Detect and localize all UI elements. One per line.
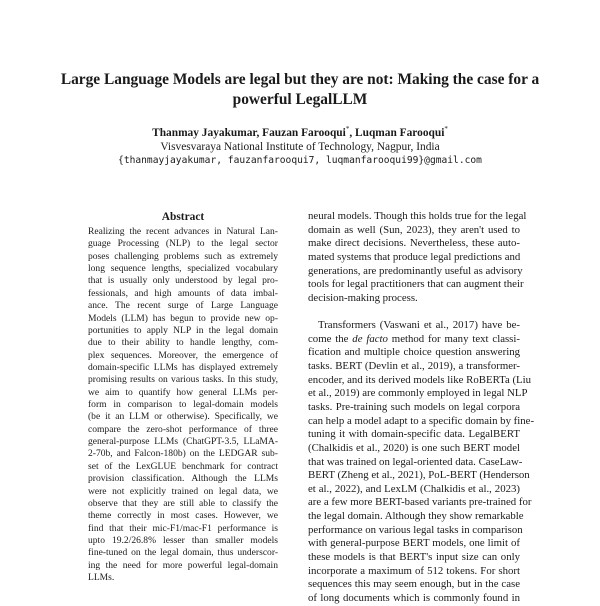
- text-line: BERT (Zheng et al., 2021), PoL-BERT (Henderson: [308, 469, 530, 482]
- text-line: ing the need for more powerful legal-domain: [88, 559, 278, 571]
- text-line: upto 19.2/26.8% lesser than smaller models: [88, 534, 278, 546]
- text-line: we aim to quantify how general LLMs per-: [88, 386, 278, 398]
- text-line: portunities to apply NLP in the legal domain: [88, 324, 278, 336]
- author-mark: *: [444, 125, 448, 134]
- text-line: fine-tuned on the legal domain, thus underscor-: [88, 547, 278, 559]
- text-line: can help a model adapt to a specific domain by fine-: [308, 414, 535, 427]
- title-line-1: Large Language Models are legal but they are not: Making the case for a: [60, 71, 540, 88]
- text-line: long sequence lengths, specialized vocabulary: [88, 263, 278, 275]
- text-line: mated systems that produce legal predictions and: [308, 250, 521, 263]
- email-addresses: {thanmayjayakumar, fauzanfarooqui7, luqmanfarooqui99}@gmail.com: [118, 155, 482, 166]
- text-line: neural models. Though this holds true for the legal: [308, 210, 527, 222]
- text-line: sequences this may seem enough, but in the case: [308, 578, 520, 591]
- text-line: tools for legal practitioners that can augment their: [308, 278, 524, 291]
- abstract-heading: Abstract: [161, 211, 205, 223]
- text-line: set of the LexGLUE benchmark for contract: [88, 460, 278, 472]
- text-line: performance on various legal tasks in comparison: [308, 523, 523, 536]
- text-line: that is usually only understood by legal pro-: [88, 275, 278, 287]
- author-list: Thanmay Jayakumar, Fauzan Farooqui*, Luqman Farooqui*: [152, 125, 448, 139]
- text-line: encoder, and its derived models like RoBERTa (Liu: [308, 373, 532, 386]
- text-line: Realizing the recent advances in Natural Lan-: [88, 226, 278, 237]
- text-line: incorporate a maximum of 512 tokens. For short: [308, 564, 520, 577]
- text-line: that was trained on legal-oriented data. CaseLaw-: [308, 455, 523, 468]
- text-line: Models (LLM) has begun to provide new op-: [88, 312, 278, 324]
- text-line: promising results on various tasks. In this study,: [88, 374, 278, 386]
- text-line: plex sequences. Moreover, the emergence of: [88, 349, 278, 361]
- text-line: ance. The recent surge of Large Language: [88, 300, 278, 312]
- title-line-2: powerful LegalLLM: [232, 91, 368, 108]
- text-line: with general-purpose BERT models, one limit of: [308, 537, 520, 550]
- text-line: tasks. BERT (Devlin et al., 2019), a transformer-: [308, 360, 520, 373]
- text-line: (Chalkidis et al., 2020) is one such BERT model: [308, 441, 520, 454]
- text-line: et al., 2019) are commonly employed in legal NLP: [308, 387, 528, 400]
- text-line: general-purpose LLMs (ChatGPT-3.5, LLaMA-: [88, 436, 278, 448]
- text-line: find that their mic-F1/mac-F1 performance is: [88, 522, 278, 534]
- text-line: domain as well (Sun, 2023), they aren't used to: [308, 223, 520, 236]
- text-line: guage Processing (NLP) to the legal sector: [88, 238, 278, 250]
- text-line: LLMs.: [88, 572, 115, 584]
- text-line: compare the zero-shot performance of three: [88, 423, 278, 435]
- text-line: et al., 2022), and LexLM (Chalkidis et al., 2023): [308, 482, 520, 495]
- abstract-body: [88, 226, 278, 584]
- paper-title: [60, 70, 540, 110]
- text-line: form in comparison to legal-domain models: [88, 399, 278, 411]
- text-line: tuning it with domain-specific data. LegalBERT: [308, 428, 520, 441]
- text-line: of long documents which is commonly found in: [308, 591, 520, 604]
- author-mark: *: [345, 125, 350, 134]
- author-name: Luqman Farooqui: [355, 127, 445, 139]
- text-line: domain-specific LLMs has displayed extremely: [88, 361, 278, 373]
- text-line: tasks. Pre-training such models on legal corpora: [308, 400, 520, 413]
- text-line: 2-70b, and Falcon-180b) on the LEDGAR sub-: [88, 448, 278, 460]
- text-line: generations, are predominantly useful as advisory: [308, 264, 523, 277]
- text-line: these models is that BERT's input size can only: [308, 551, 520, 564]
- text-line: theme correctly in most cases. However, we: [88, 510, 278, 522]
- body-text-column: [308, 210, 535, 606]
- text-line: are a few more BERT-based variants pre-trained for: [308, 496, 532, 509]
- text-line: decision-making process.: [308, 291, 418, 304]
- author-name: Fauzan Farooqui: [262, 127, 346, 139]
- text-line: fessionals, and high amounts of data imbal-: [88, 287, 278, 299]
- text-line: provision classification. Although the LLMs: [88, 473, 278, 485]
- affiliation: Visvesvaraya National Institute of Technology, Nagpur, India: [160, 141, 440, 153]
- text-line: observe that they are still able to classify the: [88, 497, 278, 509]
- author-name: Thanmay Jayakumar: [152, 127, 257, 139]
- text-line: the legal domain. Although they show remarkable: [308, 510, 524, 523]
- paragraph-gap: [308, 305, 520, 319]
- text-line: fication and multiple choice question answering: [308, 346, 520, 359]
- text-line: Transformers (Vaswani et al., 2017) have be-: [318, 319, 520, 332]
- text-line: come the de facto method for many text classi-: [308, 332, 520, 345]
- text-line: (be it an LLM or otherwise). Specifically, we: [88, 411, 278, 423]
- text-line: make direct decisions. Nevertheless, these auto-: [308, 237, 520, 250]
- text-line: poses challenging problems such as extremely: [88, 250, 278, 262]
- text-line: due to their ability to handle lengthy, com-: [88, 337, 278, 349]
- text-line: were not explicitly trained on legal data, we: [88, 485, 278, 497]
